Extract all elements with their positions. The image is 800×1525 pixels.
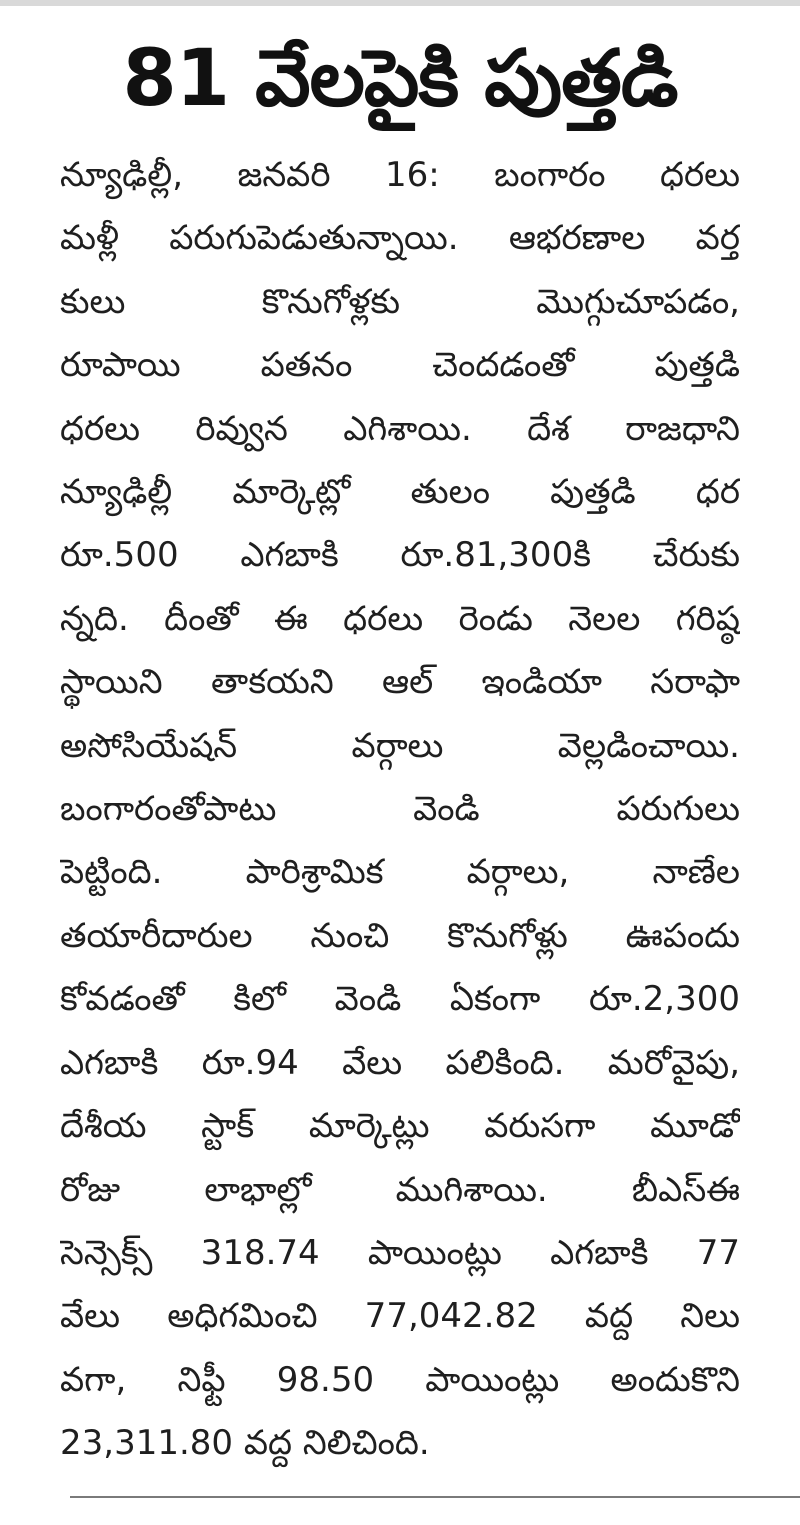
- body-line: అసోసియేషన్ వర్గాలు వెల్లడించాయి.: [60, 725, 740, 766]
- body-line: కులు కొనుగోళ్లకు మొగ్గుచూపడం,: [60, 281, 740, 322]
- article-headline: 81 వేలపైకి పుత్తడి: [122, 34, 678, 124]
- body-line: సెన్సెక్స్ 318.74 పాయింట్లు ఎగబాకి 77: [60, 1232, 740, 1273]
- body-line: న్యూఢిల్లీ మార్కెట్లో తులం పుత్తడి ధర: [60, 472, 740, 513]
- body-line: న్నది. దీంతో ఈ ధరలు రెండు నెలల గరిష్ఠ: [60, 598, 740, 639]
- body-line: ఎగబాకి రూ.94 వేలు పలికింది. మరోవైపు,: [60, 1042, 740, 1083]
- body-line: పెట్టింది. పారిశ్రామిక వర్గాలు, నాణేల: [60, 852, 740, 893]
- body-line: కోవడంతో కిలో వెండి ఏకంగా రూ.2,300: [60, 979, 740, 1020]
- article-body: [60, 144, 740, 1476]
- body-line: బంగారంతోపాటు వెండి పరుగులు: [60, 789, 740, 830]
- body-line: ధరలు రివ్వున ఎగిశాయి. దేశ రాజధాని: [60, 408, 740, 449]
- top-divider: [0, 0, 800, 6]
- body-line: రోజు లాభాల్లో ముగిశాయి. బీఎస్ఈ: [60, 1169, 740, 1210]
- body-line: 23,311.80 వద్ద నిలిచింది.: [60, 1423, 430, 1464]
- body-line: మళ్లీ పరుగుపెడుతున్నాయి. ఆభరణాల వర్త: [60, 218, 740, 259]
- body-line: దేశీయ స్టాక్ మార్కెట్లు వరుసగా మూడో: [60, 1106, 740, 1147]
- news-article: [60, 20, 740, 1476]
- body-line: వేలు అధిగమించి 77,042.82 వద్ద నిలు: [60, 1296, 740, 1337]
- body-line: తయారీదారుల నుంచి కొనుగోళ్లు ఊపందు: [60, 915, 740, 956]
- body-line: వగా, నిఫ్టీ 98.50 పాయింట్లు అందుకొని: [60, 1359, 740, 1400]
- bottom-divider: [70, 1496, 800, 1498]
- body-line: న్యూఢిల్లీ, జనవరి 16: బంగారం ధరలు: [60, 155, 740, 195]
- body-line: స్థాయిని తాకయని ఆల్ ఇండియా సరాఫా: [60, 662, 740, 703]
- body-line: రూపాయి పతనం చెందడంతో పుత్తడి: [60, 345, 740, 386]
- body-line: రూ.500 ఎగబాకి రూ.81,300కి చేరుకు: [60, 535, 740, 576]
